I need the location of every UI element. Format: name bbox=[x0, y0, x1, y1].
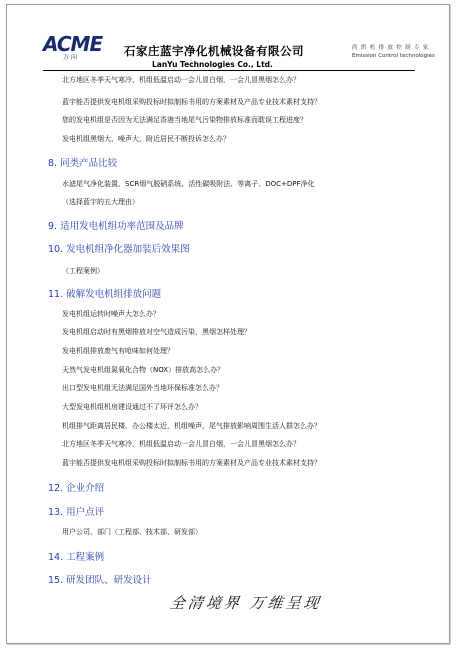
text-line: 发电机组启动时有黑烟排放对空气造成污染，黑烟怎样处理？ bbox=[62, 328, 251, 336]
company-name-en: LanYu Technologies Co., Ltd. bbox=[152, 60, 273, 69]
company-logo bbox=[43, 34, 113, 66]
text-line: 水滤尾气净化装置、SCR烟气脱硝系统、活性碳吸附法、等离子、DOC+DPF净化 bbox=[62, 180, 315, 188]
text-line: 机组排气距离居民楼、办公楼太近，机组噪声，尾气排放影响周围生活人群怎么办？ bbox=[62, 422, 321, 430]
tagline-en: Emission Control technologies bbox=[352, 53, 435, 59]
section-heading: 10. 发电机组净化器加装后效果图 bbox=[48, 244, 190, 255]
section-heading: 12. 企业介绍 bbox=[48, 483, 105, 494]
text-line: 发电机组运转时噪声大怎么办？ bbox=[62, 310, 160, 318]
section-heading: 11. 破解发电机组排放问题 bbox=[48, 289, 162, 300]
section-heading: 13. 用户点评 bbox=[48, 507, 105, 518]
section-heading: 14. 工程案例 bbox=[48, 552, 105, 563]
text-line: 用户公司、部门（工程部、技术部、研发部） bbox=[62, 528, 202, 536]
text-line: 发电机组排放废气有呛味如何处理？ bbox=[62, 347, 174, 355]
text-line: （工程案例） bbox=[62, 267, 104, 275]
text-line: 蓝宇能否提供发电机组采购投标时拟制标书用的方案素材及产品专业技术素材支持？ bbox=[62, 459, 321, 467]
calligraphy-signature: 全清境界 万维呈现 bbox=[168, 594, 323, 612]
logo-subtext: 万 向 bbox=[63, 54, 77, 61]
text-line: 天然气发电机组氮氧化合物（NOX）排放高怎么办？ bbox=[62, 366, 225, 374]
page-header bbox=[7, 5, 449, 75]
section-heading: 9. 适用发电机组功率范围及品牌 bbox=[48, 221, 184, 232]
text-line: 发电机组黑烟大、噪声大，附近居民不断投诉怎么办？ bbox=[62, 135, 230, 143]
text-line: 北方地区冬季天气寒冷，机组低温启动一会儿冒白烟，一会儿冒黑烟怎么办？ bbox=[62, 76, 300, 84]
text-line: 北方地区冬季天气寒冷，机组低温启动一会儿冒白烟，一会儿冒黑烟怎么办？ bbox=[62, 440, 300, 448]
text-line: 大型发电机组机房建设通过不了环评怎么办？ bbox=[62, 403, 202, 411]
text-line: 您的发电机组是否因为无法满足香港当地尾气污染物排放标准而耽误工程进度？ bbox=[62, 116, 307, 124]
tagline-cn: 尚 烘 机 排 放 控 制 专 家 bbox=[352, 45, 430, 51]
text-line: （选择蓝宇的五大理由） bbox=[62, 198, 139, 206]
logo-text: ACME bbox=[43, 32, 103, 56]
text-line: 蓝宇能否提供发电机组采购投标时拟制标书用的方案素材及产品专业技术素材支持？ bbox=[62, 98, 321, 106]
section-heading: 15. 研发团队、研发设计 bbox=[48, 575, 152, 586]
text-line: 出口型发电机组无法满足国外当地环保标准怎么办？ bbox=[62, 384, 223, 392]
section-heading: 8. 同类产品比较 bbox=[48, 158, 118, 169]
header-divider bbox=[43, 70, 415, 71]
company-name-cn: 石家庄蓝宇净化机械设备有限公司 bbox=[124, 44, 304, 58]
